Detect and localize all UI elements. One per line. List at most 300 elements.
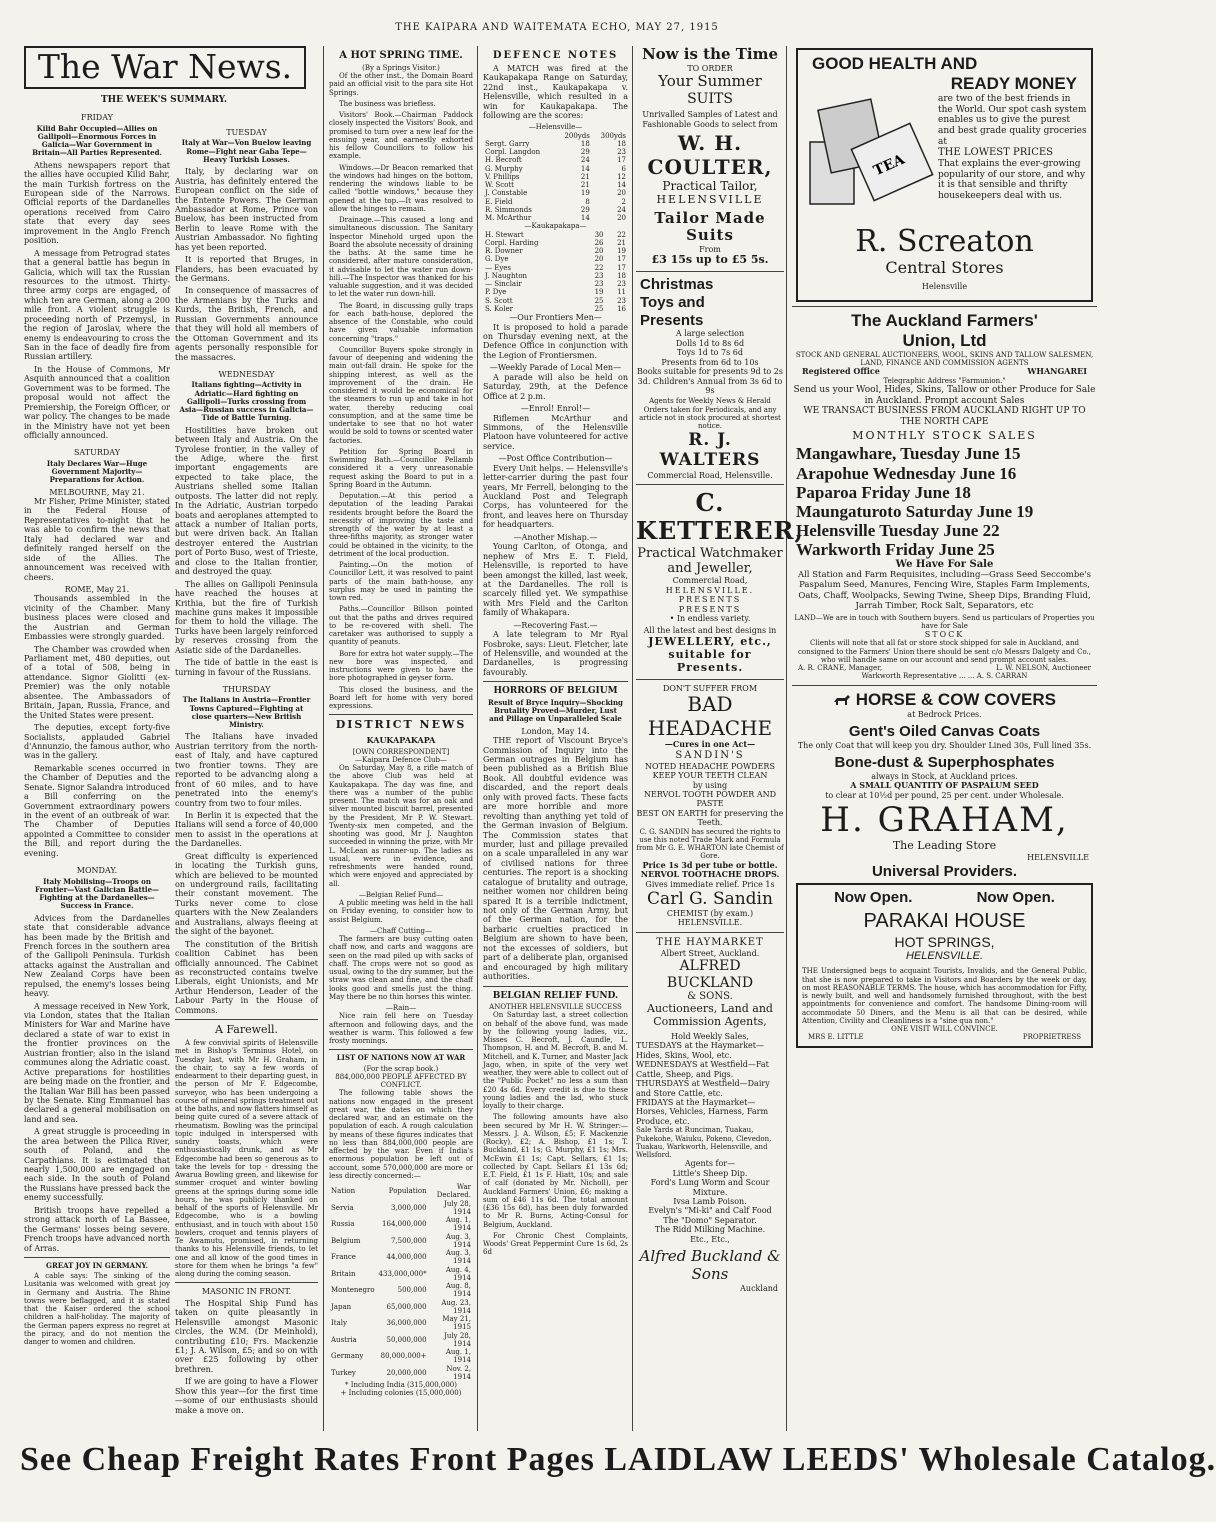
ad-text: BEST ON EARTH for preserving the Teeth. [636, 808, 784, 828]
section-label: —Post Office Contribution— [498, 454, 613, 464]
ad-text: at Bedrock Prices. [907, 709, 982, 719]
footer-banner: See Cheap Freight Rates Front Pages LAIDLAW LEEDS' Wholesale Catalog. [20, 1441, 1216, 1478]
correspondent: [OWN CORRESPONDENT] [352, 747, 450, 756]
ad-headline: The Auckland Farmers' [851, 310, 1038, 330]
paragraph: Deputation.—At this period a deputation of the leading Parakai residents brought before the Board the necessity of improving the taste and strength of the water by at least a three-fifths majority, as stronger water could be obtained in the vicinity, to the detriment of the local production. [329, 492, 473, 558]
helensville-scores [483, 132, 628, 223]
ad-headline: MONTHLY STOCK SALES [852, 428, 1037, 442]
table-cell: H. Stewart [485, 230, 524, 239]
table-cell: P. Dye [485, 288, 507, 297]
table-row [483, 255, 628, 263]
table-row [483, 272, 628, 280]
paragraph: Great difficulty is experienced in locating the Turkish guns, which are believed to be mounted on underground rails, facilitating their constant movement. The Turks never come to close quarters with the New Zealanders and Australians, always fleeing at the sight of the bayonet. [175, 851, 318, 937]
paragraph: A few convivial spirits of Helensville met in Bishop's Terminus Hotel, on Tuesday last, with Mr H. Graham, in the chair, to say a few words of endearment to their departing guest, in the person of Mr F. Edgecombe, surveyor, who has been undergoing a course of mineral springs treatment out at the baths, and now flatters himself as being quite cured of a severe attack of rheumatism. Bowling was the principal topic indulged in interspersed with sundry toasts, which were enthusiastically drunk, and as Mr Edgecombe had been so generous as to take the levels for top - dressing the Awarua Bowling green, and likewise for summer croquet and winter bowling greens at the springs during some idle hours, he was publicly thanked on behalf of the sports of Helensville. Mr Edgecombe, who is a bowling enthusiast, and in touch with about 150 bowlers, croquet and tennis players of Te Awamutu, promised, in returning thanks to his Helensville friends, to let one and all know of the good times in store for them when he brings "a few" along during the coming season. [175, 1039, 318, 1279]
paragraph: Advices from the Dardanelles state that considerable advance has been made by the British and French forces in the southern area of the Gallipoli Peninsula. Turkish attacks against the Australian and New Zealand Corps have been repulsed, the enemy's losses being heavy. [24, 913, 170, 999]
table-row [483, 264, 628, 272]
table-cell: Aug. 23, 1914 [441, 1298, 471, 1315]
table-cell: Montenegro [331, 1286, 375, 1295]
ad-text: Evelyn's "Mi-ki" and Calf Food [648, 1206, 772, 1216]
horrors-headline: Result of Bryce Inquiry—Shocking Brutality Proved—Murder, Lust and Pillage on Unparalleled Scale [488, 697, 623, 724]
paragraph: A message from Petrograd states that a general battle has begun in Galicia, which will tax the Russian resources to the utmost. Thirty-three army corps are engaged, of which ten are German, along a 200 mile front. A violent struggle is proceeding north of Przemysl, in the region of Jaroslav, where the enemy is endeavouring to cross the San in the face of deadly fire from Russian artillery. [24, 248, 170, 362]
thursday-headline: The Italians in Austria—Frontier Towns Captured—Fighting at close quarters—New British Ministry. [182, 695, 311, 730]
ad-text: THE LOWEST PRICES [938, 147, 1053, 159]
ad-text: LAND—We are in touch with Southern buyers. Send us particulars of Properties you have for Sale [794, 613, 1095, 630]
ad-text: Practical Tailor, [662, 179, 758, 194]
ad-text: SANDIN'S [675, 749, 745, 761]
table-cell: 19 [617, 247, 626, 256]
paragraph: The constitution of the British coalition Cabinet has been officially announced. The Cabinet as reconstructed contains twelve Liberals, eight Unionists, and Mr Arthur Henderson, Leader of the Labour Party in the House of Commons. [175, 939, 318, 1015]
team-label: —Kaukapakapa— [524, 222, 587, 231]
kaukapakapa-title: KAUKAPAKAPA [366, 735, 436, 746]
ad-text: TUESDAYS at the Haymarket—Hides, Skins, Wool, etc. [636, 1041, 764, 1060]
ad-text: From [699, 244, 721, 254]
column-rule [632, 46, 633, 1431]
divider [636, 271, 784, 272]
table-cell: 433,000,000* [378, 1269, 427, 1278]
ad-price: Price 1s 3d per tube or bottle. [642, 859, 778, 870]
section-label: —Kaipara Defence Club— [355, 755, 447, 764]
table-row [483, 148, 628, 156]
ad-text: A SMALL QUANTITY OF PASPALUM SEED [850, 780, 1039, 791]
relief-title: BELGIAN RELIEF FUND. [492, 990, 619, 1001]
table-row [329, 1233, 473, 1250]
ad-headline: Now Open. [834, 888, 913, 906]
ad-text: STOCK [924, 630, 965, 640]
friday-headline: Kilid Bahr Occupied—Allies on Gallipoli—Enormous Forces in Galicia—War Government in Britain—All Parties Represented. [32, 123, 162, 158]
ad-headline: HORSE & COW COVERS [855, 689, 1056, 709]
table-header: Nation [331, 1187, 356, 1196]
table-row [329, 1200, 473, 1217]
table-row [483, 214, 628, 222]
day-heading-monday: MONDAY. [76, 866, 118, 876]
ad-text: All Station and Farm Requisites, including—Grass Seed Seccombe's Paspalum Seed, Manures, Fencing Wire, Staples Farm Implements, Oats, Chaff, Woolpacks, Sewing Twine, Sheep Dips, Branding Fluid, Jarrah Timber, Rock Salt, Separators, etc [797, 570, 1092, 611]
table-cell: 21 [580, 181, 590, 190]
table-row [483, 231, 628, 239]
table-cell: 8 [585, 197, 590, 206]
table-row [483, 173, 628, 181]
ad-text: A. R. CRANE, Manager, [798, 664, 883, 673]
table-cell: 14 [617, 181, 626, 190]
ad-text: L. W. NELSON, Auctioneer [996, 664, 1091, 673]
table-row [483, 288, 628, 296]
table-cell: 19 [594, 288, 604, 297]
section-label: —Enrol! Enrol!— [520, 404, 591, 414]
ad-text: Sale Yards at Runciman, Tuakau, Pukekohe, Waiuku, Pokeno, Clevedon, Tuakau, Warkworth, Helensville, and Wellsford. [636, 1126, 772, 1160]
table-row [483, 206, 628, 214]
table-cell: 20 [594, 247, 604, 256]
table-cell: 14 [580, 214, 590, 223]
section-label: —Chaff Cutting— [370, 926, 432, 935]
table-cell: J. Naughton [485, 271, 528, 280]
table-cell: 24 [617, 205, 626, 214]
ad-text: CHEMIST (by exam.) [666, 909, 754, 919]
paragraph: Drainage.—This caused a long and simultaneous discussion. The Sanitary Inspector Minehold urged upon the Board the absolute necessity of draining the baths. At the same time he considered, after mature consideration, it advisable to let the water run down-hill.—The Inspector was thanked for his valuable suggestion, and it was decided to let the water run down-hill. [329, 216, 473, 299]
table-cell: 11 [617, 288, 626, 297]
ad-business-name: C. KETTERER, [636, 487, 804, 546]
table-cell: J. Constable [485, 189, 528, 198]
table-cell: 20,000,000 [386, 1368, 427, 1377]
ad-text: MRS E. LITTLE [808, 1033, 864, 1042]
ad-headline: Practical Watchmaker [637, 545, 783, 561]
ad-text: The Leading Store [892, 839, 997, 853]
farewell-title: A Farewell. [214, 1023, 279, 1037]
table-cell: 29 [580, 148, 590, 157]
table-cell: Corpl. Langdon [485, 148, 541, 157]
section-label: —Recovering Fast.— [513, 620, 598, 630]
table-cell: 21 [617, 238, 626, 247]
saturday-headline: Italy Declares War—Huge Government Majority—Preparations for Action. [46, 458, 148, 485]
stock-sale-item: Maungaturoto Saturday June 19 [796, 501, 1034, 521]
ad-headline: THE HAYMARKET [656, 936, 764, 948]
paragraph: In Berlin it is expected that the Italians will send a force of 40,000 men to assist in the operations at the Dardanelles. [175, 810, 318, 849]
ad-business-name: H. GRAHAM, [820, 800, 1069, 841]
ads-column-6 [792, 46, 1097, 1050]
dateline: ROME, May 21. [64, 584, 130, 594]
table-cell: Servia [331, 1203, 354, 1212]
table-cell: 22 [594, 263, 604, 272]
ad-text: Warkworth Representative ... ... A. S. CARRAN [861, 672, 1028, 681]
table-cell: 20 [594, 255, 604, 264]
table-cell: Russia [331, 1220, 355, 1229]
table-row [483, 247, 628, 255]
ad-text: to clear at 10½d per pound, 25 per cent. under Wholesale. [825, 790, 1064, 800]
divider [175, 1282, 318, 1283]
table-row [483, 239, 628, 247]
table-row [329, 1315, 473, 1332]
district-news-title: DISTRICT NEWS [335, 718, 467, 732]
table-cell: S. Scott [485, 296, 513, 305]
ad-text: Ivsa Lamb Poison. [673, 1197, 747, 1207]
ad-text: NOTED HEADACHE POWDERS [645, 761, 775, 771]
paragraph: A cable says: The sinking of the Lusitania was welcomed with great joy in Germany and Austria. The Rhine towns were beflagged, and it is stated that the Kaiser ordered the school children a half-holiday. The majority of the German papers express no regret at the piracy, and do not mention the danger to women and children. [24, 1272, 170, 1347]
table-cell: 23 [617, 296, 626, 305]
table-row [483, 181, 628, 189]
ad-text: HELENSVILLE. [677, 918, 743, 928]
table-row [483, 198, 628, 206]
column-rule [323, 46, 324, 1431]
paragraph: The farmers are busy cutting oaten chaff now, and carts and waggons are seen on the road piled up with sacks of chaff. The crops were not so good as usual, owing to the dry summer, but the straw was clean and fine, and the chaff looks good and smells just the thing. May there be no thin horses this winter. [329, 935, 473, 1001]
table-row [483, 189, 628, 197]
ad-text: HELENSVILLE. [665, 585, 755, 595]
ad-headline: Bone-dust & Superphosphates [834, 754, 1055, 772]
divider [329, 1049, 473, 1050]
table-cell: Aug. 1, 1914 [445, 1216, 471, 1233]
horrors-title: HORRORS OF BELGIUM [493, 686, 618, 697]
column-4 [483, 46, 628, 1260]
ad-text: The Ridd Milking Machine. [654, 1225, 766, 1235]
table-cell: Aug. 3, 1914 [445, 1249, 471, 1266]
parakai-house-ad [796, 883, 1093, 1048]
divider [792, 306, 1097, 307]
ad-headline: Presents [640, 311, 704, 329]
tea-packets-illustration [802, 94, 932, 214]
table-cell: Austria [331, 1335, 357, 1344]
paragraph: Remarkable scenes occurred in the Chamber of Deputies and the Senate. Signor Salandra introduced a Bill conferring on the Government extraordinary powers in the event of an outbreak of war. The Chamber of Deputies appointed a Committee to consider the Bill, and report during the evening. [24, 763, 170, 858]
table-cell: Aug. 3, 1914 [445, 1232, 471, 1249]
table-cell: Nov. 2, 1914 [446, 1364, 471, 1381]
paragraph: The business was briefless. [339, 99, 436, 108]
ad-text: ONE VISIT WILL CONVINCE. [891, 1025, 998, 1034]
ad-text: Agents for Weekly News & Herald Orders taken for Periodicals, and any article not in stock procured at shortest notice. [639, 397, 781, 431]
paragraph: Italy, by declaring war on Austria, has definitely entered the European conflict on the side of the Entente Powers. The German Ambassador at Rome, Prince von Buelow, has been instructed from Berlin to leave Rome with the Austrian Ambassador. No fighting has yet been reported. [175, 167, 318, 252]
paragraph: Every Unit helps. — Helensville's letter-carrier during the past four years, Mr Ferrell, belonging to the Auckland Post and Telegraph Corps, has volunteered for the front, and leaves here on Thursday for headquarters. [483, 463, 628, 530]
nations-note: (For the scrap book.) [363, 1064, 439, 1073]
masthead: THE KAIPARA AND WAITEMATA ECHO, MAY 27, 1915 [395, 22, 719, 33]
table-cell: 3,000,000 [390, 1203, 427, 1212]
ad-text: DON'T SUFFER FROM [662, 683, 758, 693]
divider [483, 681, 628, 682]
table-cell: — Sinclair [485, 280, 522, 289]
paragraph: Of the other inst., the Domain Board paid an official visit to the para site Hot Springs. [329, 72, 473, 97]
ad-text: WHANGAREI [1027, 366, 1087, 377]
paragraph: The following amounts have also been secured by Mr H. W. Stringer:—Messrs. J. A. Wilson, £5; F. Mackenzie (Rocky), £2; A. Bishop, £1 1s; T. Buckland, £1 1s; G. Murphy, £1 1s; Mrs. McEwin £1 1s; Capt. Sellars, £1 1s; collected by Capt. Sellars £1 13s 6d; E.T. Field, £1 1s F. Hiatt, 10s; and sale of calf (donated by Mr. Nicholl), per Auckland Farmers' Union, £6; making a sum of £46 11s 6d. The total amount (£36 15s 6d), has been duly forwarded to Mr R. Burns, Acting-Consul for Belgium, Auckland. [483, 1113, 628, 1229]
ad-text: WE TRANSACT BUSINESS FROM AUCKLAND RIGHT UP TO THE NORTH CAPE [803, 406, 1086, 427]
ad-text: & SONS. [687, 991, 733, 1003]
paragraph: The Chamber was crowded when Parliament met, 480 deputies, out of a total of 508, being in attendance. Signor Giolitti (ex-Premier) was the only notable absentee. The Ambassadors of Britain, Japan, Russia, France, and the United States were present. [24, 644, 170, 720]
table-cell: Germany [331, 1352, 364, 1361]
table-header: 300yds [600, 131, 626, 140]
ad-text: Little's Sheep Dip. [672, 1168, 748, 1178]
nations-table [329, 1183, 473, 1381]
table-cell: M. McArthur [485, 214, 532, 223]
table-cell: 26 [594, 238, 604, 247]
table-row [483, 165, 628, 173]
ad-text: THE Undersigned begs to acquaint Tourists, Invalids, and the General Public, that she is now prepared to take in Visitors and Boarders by the week or day, on most REASONABLE TERMS. The house, which has accommodation for Fifty, is newly built, and well and handsomely furnished throughout, with the best appointments for convenience and comfort. The handsome Dining-room will accommodate 50 Diners, and the Menu is all that can be desired, while Attention, Civility and Cleanliness is a "sine qua non." [802, 967, 1087, 1025]
ad-text: Etc., Etc., [690, 1234, 730, 1244]
section-label: —Belgian Relief Fund— [358, 890, 444, 899]
paragraph: This closed the business, and the Board left for home with very bored expressions. [329, 685, 473, 711]
table-footnote: * Including India (315,000,000) [345, 1381, 457, 1390]
ad-headline: HOT SPRINGS, [894, 933, 995, 950]
table-cell: Italy [331, 1319, 347, 1328]
paragraph: The Board, in discussing gully traps for each bath-house, deplored the absence of the Constable, who could have given valuable information concerning "traps." [329, 301, 473, 343]
paragraph: THE report of Viscount Bryce's Commission of Inquiry into the German outrages in Belgium has been published as a British Blue Book. All doubtful evidence was discarded, and the report deals only with proved facts. These facts are more horrible and more revolting than anything yet told of the German invasion of Belgium. The Commission states that murder, lust and pillage prevailed on a scale unparalleled in any war of civilised nations for three centuries. The report is a shocking catalogue of brutality and outrage, neither women nor children being spared It is a terrible indictment, not only of the German Army, but of the German nation, for the barbaric cruelties practiced in Belgium are shown to have been, not the excesses of soldiers, but part of a deliberate plan, organised and encouraged by high military authorities. [483, 736, 628, 982]
day-heading-thursday: THURSDAY [222, 685, 271, 694]
day-heading-tuesday: TUESDAY [226, 128, 267, 137]
paragraph: A parade will also be held on Saturday, 29th, at the Defence Office at 2 p.m. [483, 372, 628, 401]
ad-headline: Now is the Time [641, 45, 779, 63]
dateline: London, May 14. [521, 726, 590, 736]
table-row [329, 1348, 473, 1365]
table-cell: 19 [580, 189, 590, 198]
ad-text: The only Coat that will keep you dry. Shoulder Lined 30s, Full lined 35s. [797, 740, 1092, 750]
ad-price: £3 15s up to £5 5s. [651, 253, 769, 267]
paragraph: On Saturday last, a street collection on behalf of the above fund, was made by the following young ladies, viz., Misses C. Becroft, J. Caundle, L. Thompson, H. and M. Becroft, B. and M. Mitchell, and K. Turner, and Master Jack Jago, when, in spite of the very wet weather, they were able to collect out of the "Public Pocket" no less a sum than £20 4s 6d. Every credit is due to these young ladies and the lad, who stuck loyally to their charge. [483, 1011, 628, 1111]
nations-title: LIST OF NATIONS NOW AT WAR [336, 1053, 466, 1063]
table-cell: Sergt. Garry [485, 139, 530, 148]
table-cell: 22 [617, 230, 626, 239]
paragraph: In the House of Commons, Mr Asquith announced that a coalition Government was to be formed. The proposal would not affect the Premiership, the Foreign Officer, or war policy. The changes to be made in the Ministry have not yet been officially announced. [24, 364, 170, 440]
ad-text: —Cures in one Act— [664, 739, 756, 750]
ad-text: HELENSVILLE [1027, 853, 1089, 863]
paragraph: A MATCH was fired at the Kaukapakapa Range on Saturday, 22nd inst., Kaukapakapa v. Helensville, which resulted in a win for Kaukapakapa. The following are the scores: [483, 63, 628, 120]
section-label: —Another Mishap.— [513, 532, 598, 542]
ad-headline: Auctioneers, Land and Commission Agents, [647, 1001, 773, 1028]
ad-text: Clients will note that all fat or store stock shipped for sale in Auckland, and consigned to the Farmers' Union there should be sent c/o Messrs Dalgety and Co., who will handle same on our account and send prompt account sales. [798, 639, 1091, 664]
paragraph: Nice rain fell here on Tuesday afternoon and following days, and the weather is warm. This followed a few frosty mornings. [329, 1012, 473, 1046]
paragraph: The following table shows the nations now engaged in the present great war, the dates on which they declared war, and an estimate on the population of each. A rough calculation by means of these figures indicates that no less than 884,000,000 people are affected by the war. Even if India's enormous population be left out of account, some 570,000,000 are more or less directly concerned:— [329, 1089, 473, 1180]
table-cell: R. Downer [485, 247, 523, 256]
defence-notes-title: DEFENCE NOTES [492, 50, 619, 61]
ad-headline: Union, Ltd [902, 330, 987, 350]
table-cell: 20 [617, 189, 626, 198]
table-cell: Belgium [331, 1236, 361, 1245]
ad-text: PROPRIETRESS [1022, 1033, 1081, 1042]
paragraph: Visitors' Book.—Chairman Paddock closely inspected the Visitors' Book, and promised to turn over a new leaf for the ensuing year, and earnestly exhorted his fellow Councillors to follow his example. [329, 111, 473, 161]
paragraph: In consequence of massacres of the Armenians by the Turks and Kurds, the British, French, and Russian Governments announce that they will hold all members of the Ottoman Government and its agents personally responsible for the massacres. [175, 286, 318, 362]
ads-column-5 [636, 45, 804, 1293]
table-row [329, 1365, 473, 1382]
table-cell: 23 [594, 280, 604, 289]
ad-text: by using [692, 780, 728, 790]
paragraph: A great struggle is proceeding in the area between the Pilica River, south of Poland, and the Carpathians. It is estimated that nearly 1,500,000 are engaged on each side. In the south of Poland the Russians have pressed back the enemy successfully. [24, 1127, 170, 1203]
table-cell: 30 [594, 230, 604, 239]
divider [636, 679, 784, 680]
day-heading-wednesday: WEDNESDAY [218, 369, 275, 379]
table-cell: Aug. 4, 1914 [445, 1265, 471, 1282]
ad-text: WEDNESDAYS at Westfield—Fat Cattle, Sheep, and Pigs. [636, 1060, 769, 1079]
ad-headline: and Jeweller, [667, 560, 753, 576]
paragraph: Athens newspapers report that the allies have occupied Kilid Bahr, the main Turkish fortress on the European side of the Narrows. Official reports of the Dardanelles operations received from Cairo state that every day sees improvement in the Anglo French position. [24, 160, 170, 246]
table-row [329, 1266, 473, 1283]
ad-headline: Christmas [640, 276, 714, 294]
ad-text: STOCK AND GENERAL AUCTIONEERS, WOOL, SKINS AND TALLOW SALESMEN, LAND, FINANCE AND COMMISSION AGENTS [795, 350, 1094, 368]
ad-business-name: PARAKAI HOUSE [863, 910, 1026, 933]
table-row [483, 280, 628, 288]
ad-text: KEEP YOUR TEETH CLEAN [652, 771, 768, 781]
divider [483, 986, 628, 987]
ad-text: • In endless variety. [669, 613, 751, 623]
relief-subtitle: ANOTHER HELENSVILLE SUCCESS [489, 1003, 622, 1012]
table-cell: 17 [617, 255, 626, 264]
ad-headline: Your Summer [658, 72, 762, 91]
paragraph: Hostilities have broken out between Italy and Austria. On the Tyrolese frontier, in the valley of the Adige, where the first important engagements are expected to take place, the Austrians shelled some Italian outposts. The latter did not reply. In the Adriatic, Austrian torpedo boats and aeroplanes attempted to attack a number of Italian ports, but were driven back. An Italian destroyer entered the Austrian port of Porto Buso, west of Trieste, and close to the Italian frontier, and destroyed the quay. [175, 425, 318, 577]
wednesday-headline: Italians fighting—Activity in Adriatic—Hard fighting on Gallipoli—Turks crossing from Asia—Russian success in Galicia—Tide of Battle Turning. [179, 380, 314, 423]
stock-sale-item: Paparoa Friday June 18 [796, 482, 971, 502]
table-cell: S. Koler [485, 304, 513, 313]
ad-headline: Gent's Oiled Canvas Coats [848, 723, 1041, 741]
ad-headline: Now Open. [976, 888, 1055, 906]
table-cell: May 21, 1915 [442, 1315, 471, 1332]
ad-text: JEWELLERY, etc., [648, 634, 772, 648]
ad-text: All the latest and best designs in [643, 626, 777, 636]
ad-text: Presents from 6d to 10s [661, 357, 759, 367]
ad-text: Commercial Road, Helensville. [647, 470, 773, 480]
table-row [483, 297, 628, 305]
paragraph: Thousands assembled in the vicinity of the Chamber. Many business places were closed and the Austrian and German Embassies were strongly guarded. [24, 594, 170, 642]
table-cell: 23 [617, 148, 626, 157]
paragraph: Mr Fisher, Prime Minister, stated in the Federal House of Representatives to-night that he was able to confirm the news that Italy had declared war and definitely ranged herself on the side of the Allies. The announcement was received with cheers. [24, 497, 170, 582]
kaukapakapa-scores [483, 231, 628, 314]
ad-text: FRIDAYS at the Haymarket—Horses, Vehicles, Harness, Farm Produce, etc. [636, 1097, 769, 1126]
ad-text: Dolls 1d to 8s 6d [675, 338, 745, 348]
paragraph: The allies on Gallipoli Peninsula have reached the houses at Krithia, but the fire of Turkish machine guns makes it impossible for them to hold the village. The Turks have been largely reinforced by reserves crossing from the Asiatic side of the Dardanelles. [175, 579, 318, 655]
good-health-ad [796, 48, 1093, 302]
tea-packet-label: TEA [871, 151, 908, 180]
ad-headline: READY MONEY [950, 74, 1077, 94]
table-cell: V. Phillips [485, 172, 520, 181]
table-cell: France [331, 1253, 356, 1262]
paragraph: Paths.—Councillor Billson pointed out that the paths and drives required to be re-covered with shell. The caretaker was authorised to supply a quantity of peanuts. [329, 605, 473, 647]
table-cell: 25 [594, 296, 604, 305]
table-cell: July 28, 1914 [444, 1199, 471, 1216]
ad-text: THURSDAYS at Westfield—Dairy and Store Cattle, etc. [636, 1079, 770, 1098]
weeks-summary: THE WEEK'S SUMMARY. [100, 94, 228, 105]
table-cell: H. Becroft [485, 156, 522, 165]
table-cell: 18 [617, 271, 626, 280]
masonic-title: MASONIC IN FRONT. [201, 1287, 292, 1297]
table-cell: R. Simmonds [485, 205, 532, 214]
ad-text: That explains the ever-growing popularity of our store, and why it is that sensible and thrifty housekeepers deal with us. [938, 158, 1086, 201]
table-cell: 50,000,000 [386, 1335, 427, 1344]
ad-text: Albert Street, Auckland. [660, 948, 760, 958]
table-cell: — Eyes [485, 263, 512, 272]
monday-headline: Italy Mobilising—Troops on Frontier—Vast Galician Battle—Fighting at the Dardanelles—Success in France. [34, 876, 160, 911]
ad-text: The "Domo" Separator. [663, 1215, 757, 1225]
table-cell: W. Scott [485, 181, 514, 190]
table-cell: 17 [617, 156, 626, 165]
table-header: Population [388, 1187, 427, 1196]
table-cell: 500,000 [397, 1286, 427, 1295]
paragraph: A late telegram to Mr Ryal Fosbroke, says: Lieut. Fletcher, late of Helensville, and wounded at the Dardanelles, is progressing favourably. [483, 630, 628, 677]
tuesday-headline: Italy at War—Von Buelow leaving Rome—Fight near Gaba Tepe—Heavy Turkish Losses. [181, 138, 312, 164]
table-cell: 25 [594, 304, 604, 313]
table-row [483, 140, 628, 148]
ad-text: PRESENTS [678, 595, 742, 605]
section-label: —Rain— [385, 1004, 417, 1013]
paragraph: Windows.—Dr Beacon remarked that the windows had hinges on the bottom, rendering the windows liable to be called "bottle windows," because they opened at the top.—It was resolved to allow the hinges to remain. [329, 163, 473, 213]
table-cell: 164,000,000 [382, 1220, 427, 1229]
ad-text: NERVOL TOOTHACHE DROPS. [640, 869, 780, 880]
ad-text: suitable for Presents. [668, 647, 752, 674]
table-cell: 36,000,000 [386, 1319, 427, 1328]
paragraph: The tide of battle in the east is turning in favour of the Russians. [175, 658, 318, 677]
divider [175, 1019, 318, 1020]
table-cell: Corpl. Harding [485, 238, 539, 247]
stock-sale-item: Mangawhare, Tuesday June 15 [796, 444, 1021, 464]
ad-text: We Have For Sale [895, 558, 994, 570]
war-news-title-box [24, 46, 306, 89]
day-heading-saturday: SATURDAY [73, 448, 121, 458]
ad-text: HELENSVILLE. [905, 950, 984, 963]
ad-text: Helensville [921, 282, 968, 292]
table-cell: 23 [594, 271, 604, 280]
paragraph: On Saturday, May 8, a rifle match of the above Club was held at Kaukapakapa. The day was fine, and there was a number of the public present. The match was for an oak and silver mounted biscuit barrel, presented by the President, Mr P. W. Stewart. Twenty-six men competed, and the shooting was good, Mr J. Naughton succeeded in winning the prize, with Mr L. McLean as runner-up. The ladies as usual, were in evidence, and refreshments were handed round, which were enjoyed and appreciated by all. [329, 764, 473, 888]
table-cell: 23 [617, 280, 626, 289]
paragraph: A message received in New York, via London, states that the Italian Ministers for War and Marine have declared a state of war to exist in the frontier provinces on the Austrian frontier; also in the island communes along the Adriatic coast. Active preparations for hostilities are being made on the frontier, and the Italian War Bill has been passed by the Senate. King Emmanuel has declared a general mobilisation on land and sea. [24, 1001, 170, 1124]
table-row [329, 1299, 473, 1316]
table-row [483, 156, 628, 164]
paragraph: The deputies, except forty-five Socialists, applauded Gabriel d'Annunzio, the famous author, who was in the gallery. [24, 723, 170, 761]
table-cell: G. Dye [485, 255, 509, 264]
paragraph: Councillor Buyers spoke strongly in favour of deepening and widening the main out-fall drain. He spoke for the shipping interest, as well as the improvement of the drain. He considered it would be economical for the steamers to run up and take in hot water, thereby reducing coal consumption, and at the same time be undertake to see that no hot water would be sold to towns or scented water factories. [329, 345, 473, 445]
table-cell: 17 [617, 263, 626, 272]
ad-text: Agents for— [684, 1159, 736, 1169]
table-cell: 44,000,000 [386, 1253, 427, 1262]
ad-business-name: W. H. COULTER, [647, 131, 773, 179]
table-cell: 14 [580, 164, 590, 173]
table-cell: G. Murphy [485, 164, 523, 173]
divider [792, 685, 1097, 686]
paragraph: The Hospital Ship Fund has taken on quite pleasantly in Helensville amongst Masonic circles, the W.M. (Dr Meinhold), contributing £10; Frs. Mackenzie £1; J. A. Wilson, £5; and so on with over £25 following by other brethren. [175, 1298, 318, 1374]
divider [329, 714, 473, 715]
divider [636, 484, 784, 485]
divider [636, 932, 784, 933]
table-cell: Britain [331, 1269, 356, 1278]
joy-title: GREAT JOY IN GERMANY. [45, 1260, 149, 1270]
paragraph: Bore for extra hot water supply.—The new bore was inspected, and instructions were given to have the bore photographed in geyser form. [329, 649, 473, 683]
section-label: —Weekly Parade of Local Men— [489, 363, 622, 373]
